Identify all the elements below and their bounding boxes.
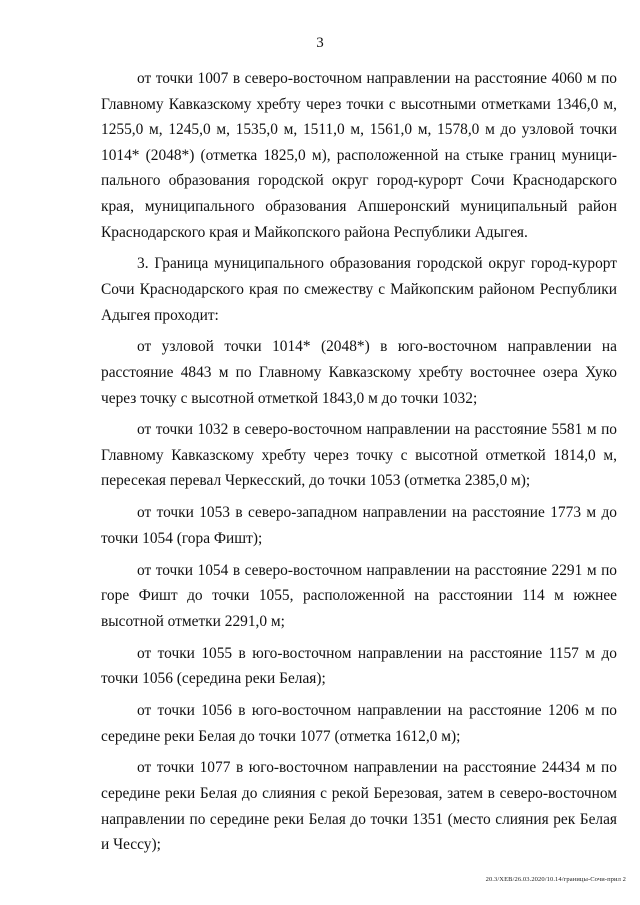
paragraph-point-1053: от точки 1053 в северо-западном направлении на расстояние 1773 м до точки 1054 (гора Фишт); <box>101 504 617 547</box>
paragraph-point-1055: от точки 1055 в юго-восточном направлении на расстояние 1157 м до точки 1056 (середина реки Белая); <box>101 644 617 688</box>
paragraph-point-1032: от точки 1032 в северо-восточном направлении на расстояние 5581 м по Главному Кавказскому хребту через точку с высотной отметкой 1814,0 м, пересекая перевал Черкесский, до точки 1053 (отметка 2385,0 м); <box>101 421 617 490</box>
paragraph-point-1077: от точки 1077 в юго-восточном направлении на расстояние 24434 м по середине реки Белая до слияния с рекой Березовая, затем в северо-восточном направлении по середине реки Белая до точки 1351 (место слияния рек Белая и Чессу); <box>101 759 617 854</box>
paragraph-point-1014: от узловой точки 1014* (2048*) в юго-восточном направлении на расстояние 4843 м по Главному Кавказскому хребту восточнее озера Хуко через точку с высотной отметкой 1843,0 м до точки 1032; <box>101 338 617 407</box>
paragraph-point-1056: от точки 1056 в юго-восточном направлении на расстояние 1206 м по середине реки Белая до точки 1077 (отметка 1612,0 м); <box>101 701 617 745</box>
document-body <box>101 66 617 864</box>
paragraph-point-1007: от точки 1007 в северо-восточном направлении на расстояние 4060 м по Главному Кавказскому хребту через точки с высотными отметками 1346,0 м, 1255,0 м, 1245,0 м, 1535,0 м, 1511,0 м, 1561,0 м, 1578,0 м до узловой точки 1014* (2048*) (отметка 1825,0 м), расположенной на стыке границ муниципального образования городской округ город-курорт Сочи Краснодарского края, муниципального образования Апшеронский муниципальный район Краснодарского края и Майкопского района Республики Адыгея. <box>101 70 617 241</box>
paragraph-section-3-heading: 3. Граница муниципального образования городской округ город-курорт Сочи Краснодарского края по смежеству с Майкопским районом Республики Адыгея проходит: <box>101 255 617 324</box>
document-footer-reference: 20.3/XEB/26.03.2020/10.14/границы-Сочи-прил 2 <box>485 876 626 883</box>
paragraph-point-1054: от точки 1054 в северо-восточном направлении на расстояние 2291 м по горе Фишт до точки 1055, расположенной на расстоянии 114 м южнее высотной отметки 2291,0 м; <box>101 561 617 630</box>
page-number: 3 <box>316 35 324 51</box>
